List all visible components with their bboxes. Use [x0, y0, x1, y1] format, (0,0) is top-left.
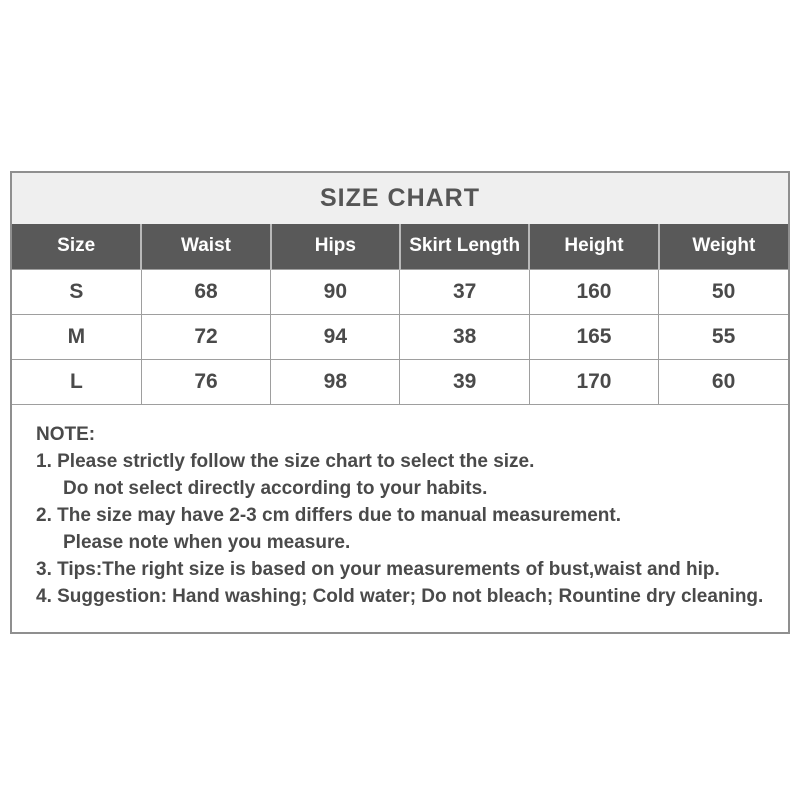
table-row-m [12, 314, 788, 359]
cell-size: S [12, 269, 141, 314]
cell-hips: 98 [271, 359, 400, 404]
cell-weight: 50 [659, 269, 788, 314]
note-line-1: 1. Please strictly follow the size chart to select the size. [36, 450, 535, 472]
note-line-1-continuation: Do not select directly according to your habits. [63, 477, 488, 499]
cell-skirt-length: 37 [400, 269, 529, 314]
cell-hips: 94 [271, 314, 400, 359]
notes-heading: NOTE: [36, 423, 96, 445]
cell-waist: 76 [141, 359, 270, 404]
size-table [12, 224, 788, 405]
note-line-3: 3. Tips:The right size is based on your measurements of bust,waist and hip. [36, 558, 720, 580]
cell-skirt-length: 38 [400, 314, 529, 359]
table-row-s [12, 269, 788, 314]
column-header-weight: Weight [659, 224, 788, 269]
header-row [12, 224, 788, 269]
cell-waist: 68 [141, 269, 270, 314]
column-header-waist: Waist [141, 224, 270, 269]
size-table-body [12, 269, 788, 404]
cell-height: 165 [529, 314, 658, 359]
notes-section [12, 405, 788, 632]
table-row-l [12, 359, 788, 404]
cell-height: 160 [529, 269, 658, 314]
note-line-2: 2. The size may have 2-3 cm differs due to manual measurement. [36, 504, 621, 526]
cell-hips: 90 [271, 269, 400, 314]
size-chart-card [10, 171, 790, 634]
cell-size: L [12, 359, 141, 404]
cell-size: M [12, 314, 141, 359]
size-chart-title: SIZE CHART [12, 173, 788, 224]
cell-waist: 72 [141, 314, 270, 359]
size-table-header [12, 224, 788, 269]
cell-weight: 60 [659, 359, 788, 404]
column-header-hips: Hips [271, 224, 400, 269]
cell-height: 170 [529, 359, 658, 404]
column-header-height: Height [529, 224, 658, 269]
column-header-size: Size [12, 224, 141, 269]
column-header-skirt-length: Skirt Length [400, 224, 529, 269]
cell-weight: 55 [659, 314, 788, 359]
note-line-4: 4. Suggestion: Hand washing; Cold water; Do not bleach; Rountine dry cleaning. [36, 585, 764, 607]
cell-skirt-length: 39 [400, 359, 529, 404]
note-line-2-continuation: Please note when you measure. [63, 531, 351, 553]
